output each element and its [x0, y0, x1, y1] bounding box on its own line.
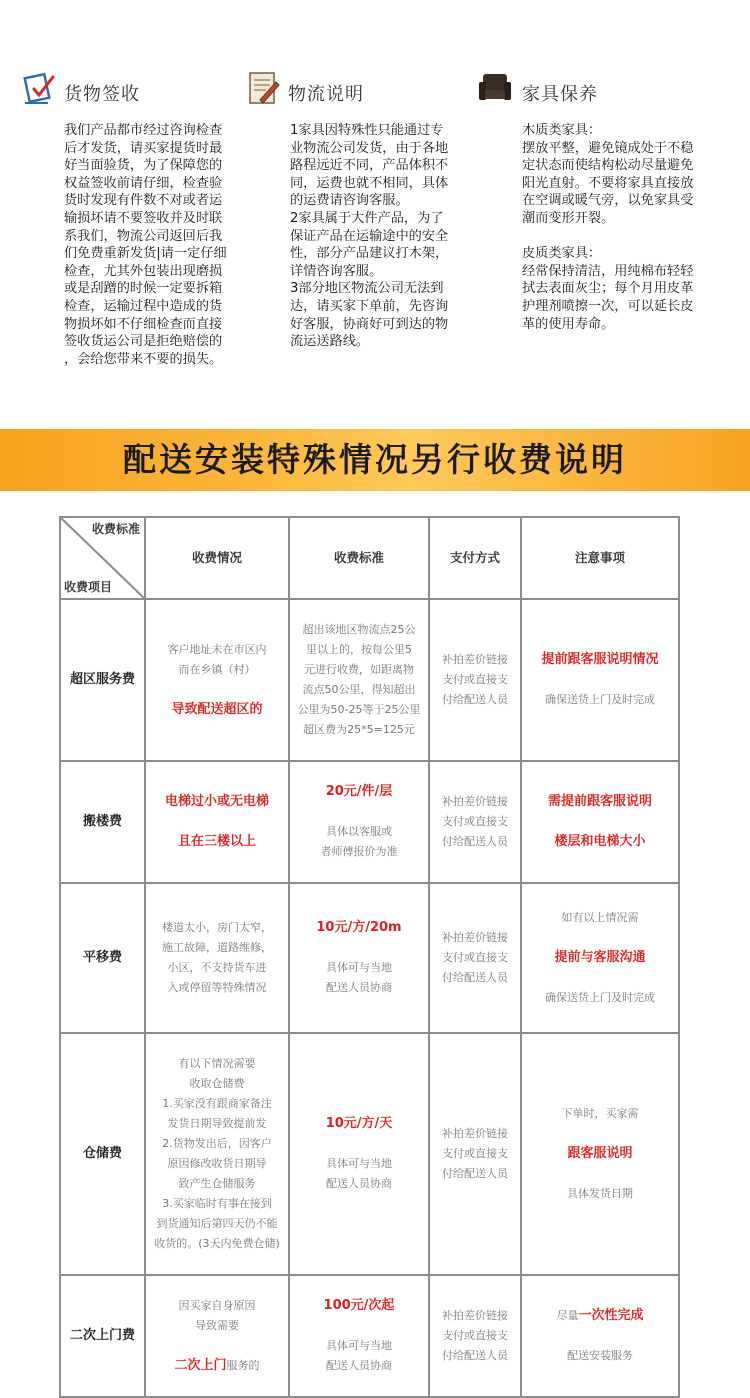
- standard-text: 超出该地区物流点25公 里以上的，按每公里5 元进行收费，如距离物 流点50公里，得知超出 公里为50-25等于25公里 超区费为25*5=125元: [297, 623, 421, 736]
- banner-title: 配送安装特殊情况另行收费说明: [123, 440, 627, 479]
- standard-cell: [289, 1033, 429, 1275]
- situation-highlight: 二次上门: [174, 1358, 227, 1373]
- standard-text: 具体可与当地 配送人员协商: [326, 961, 392, 994]
- notes-cell: [521, 761, 679, 883]
- corner-header-cell: [60, 517, 145, 599]
- standard-cell: [289, 599, 429, 761]
- notes-highlight: 楼层和电梯大小: [554, 834, 646, 849]
- payment-cell: 补拍差价链接 支付或直接支 付给配送人员: [429, 1033, 521, 1275]
- receipt-title: 货物签收: [64, 84, 140, 105]
- care-section: [476, 66, 736, 332]
- notes-cell: [521, 883, 679, 1033]
- table-row: [60, 883, 679, 1033]
- table-row: [60, 1033, 679, 1275]
- table-header-row: [60, 517, 679, 599]
- standard-cell: [289, 883, 429, 1033]
- standard-price: 100元/次起: [323, 1298, 395, 1313]
- armchair-icon: [476, 70, 512, 106]
- notes-line: [526, 1306, 674, 1326]
- situation-cell: [145, 761, 289, 883]
- situation-highlight: 电梯过小或无电梯: [164, 794, 269, 809]
- payment-cell: 补拍差价链接 支付或直接支 付给配送人员: [429, 1275, 521, 1397]
- logistics-title: 物流说明: [288, 84, 364, 105]
- column-header: 注意事项: [521, 517, 679, 599]
- payment-cell: 补拍差价链接 支付或直接支 付给配送人员: [429, 883, 521, 1033]
- standard-cell: [289, 761, 429, 883]
- notes-cell: [521, 1275, 679, 1397]
- care-title: 家具保养: [522, 84, 598, 105]
- standard-price: 10元/方/天: [325, 1116, 393, 1131]
- notes-text: 如有以上情况需: [561, 911, 639, 924]
- situation-text: 有以下情况需要 收取仓储费 1.买家没有跟商家备注 发货日期导致提前发 2.货物发出后，因客户 原因修改收货日期导 致产生仓储服务 3.买家临时有事在接到 到货通知后第四天仍不能 收货的。(3天内免费仓储): [154, 1057, 280, 1250]
- notes-highlight: 提前与客服沟通: [554, 950, 646, 965]
- notes-prefix: 尽量: [556, 1309, 579, 1322]
- notes-highlight: 需提前跟客服说明: [547, 794, 652, 809]
- logistics-section: [246, 66, 486, 350]
- notes-highlight: 一次性完成: [578, 1308, 644, 1323]
- notes-highlight: 提前跟客服说明情况: [541, 652, 659, 667]
- notes-cell: [521, 599, 679, 761]
- standard-text: 具体可与当地 配送人员协商: [326, 1339, 392, 1372]
- notes-text: 下单时，买家需: [561, 1107, 639, 1120]
- situation-text: 客户地址未在市区内 而在乡镇（村）: [167, 643, 267, 676]
- standard-text: 具体以客服或 者师傅报价为准: [320, 825, 398, 858]
- situation-suffix: 服务的: [226, 1359, 260, 1372]
- situation-highlight: 导致配送超区的: [171, 702, 263, 717]
- table-row: [60, 1275, 679, 1397]
- row-name: 平移费: [60, 883, 145, 1033]
- fee-table: [59, 516, 680, 1398]
- standard-price: 10元/方/20m: [316, 920, 402, 935]
- situation-cell: [145, 599, 289, 761]
- column-header: 收费情况: [145, 517, 289, 599]
- column-header: 支付方式: [429, 517, 521, 599]
- situation-cell: [145, 1275, 289, 1397]
- row-name: 二次上门费: [60, 1275, 145, 1397]
- notes-text: 配送安装服务: [567, 1349, 633, 1362]
- notes-text: 确保送货上门及时完成: [545, 991, 655, 1004]
- notes-text: 确保送货上门及时完成: [545, 693, 655, 706]
- column-header: 收费标准: [289, 517, 429, 599]
- receipt-text: 我们产品都市经过咨询检查 后才发货，请买家提货时最 好当面验货，为了保障您的 权益签收前请仔细，检查验 货时发现有件数不对或者运 输损坏请不要签收并及时联 系我们，物流公司返回后我 们免费重新发货|请一定仔细 检查，尤其外包装出现磨损 或是刮蹭的时候一定要拆箱 检查，运输过程中造成的货 物损坏如不仔细检查而直接 签收货运公司是拒绝赔偿的 ，会给您带来不要的损失。: [64, 123, 227, 367]
- notes-highlight: 跟客服说明: [567, 1146, 633, 1161]
- situation-cell: [145, 883, 289, 1033]
- document-pencil-icon: [246, 70, 282, 106]
- payment-cell: 补拍差价链接 支付或直接支 付给配送人员: [429, 761, 521, 883]
- receipt-section: [22, 66, 252, 367]
- notes-cell: [521, 1033, 679, 1275]
- situation-text: 楼道太小，房门太窄， 施工故障，道路维修， 小区，不支持货车进 入或停留等特殊情况: [162, 921, 272, 994]
- clipboard-check-icon: [22, 70, 58, 106]
- care-text: 木质类家具： 摆放平整，避免镜成处于不稳 定状态而使结构松动尽量避免 阳光直射。不要将家具直接放 在空调或暖气旁，以免家具受 潮而变形开裂。 皮质类家具： 经常保持清洁，用纯棉布轻轻 拭去表面灰尘；每个月用皮革 护理剂喷擦一次，可以延长皮 革的使用寿命。: [522, 123, 694, 332]
- payment-cell: 补拍差价链接 支付或直接支 付给配送人员: [429, 599, 521, 761]
- table-row: [60, 761, 679, 883]
- situation-cell: [145, 1033, 289, 1275]
- fee-banner: [0, 429, 750, 491]
- corner-bottom-label: 收费项目: [64, 580, 113, 594]
- standard-text: 具体可与当地 配送人员协商: [326, 1157, 392, 1190]
- row-name: 超区服务费: [60, 599, 145, 761]
- standard-price: 20元/件/层: [325, 784, 393, 799]
- row-name: 仓储费: [60, 1033, 145, 1275]
- corner-top-label: 收费标准: [91, 522, 140, 536]
- notes-text: 具体发货日期: [567, 1187, 633, 1200]
- situation-text: 因买家自身原因 导致需要: [178, 1299, 256, 1332]
- standard-cell: [289, 1275, 429, 1397]
- table-row: [60, 599, 679, 761]
- situation-line: [150, 1356, 284, 1376]
- situation-highlight: 且在三楼以上: [177, 834, 256, 849]
- row-name: 搬楼费: [60, 761, 145, 883]
- logistics-text: 1家具因特殊性只能通过专 业物流公司发货，由于各地 路程远近不同，产品体积不 同，运费也就不相同，具体 的运费请咨询客服。 2家具属于大件产品，为了 保证产品在运输途中的安全 性，部分产品建议打木架， 详情咨询客服。 3部分地区物流公司无法到 达，请买家下单前，先咨询 好客服，协商好可到达的物 流运送路线。: [290, 123, 449, 350]
